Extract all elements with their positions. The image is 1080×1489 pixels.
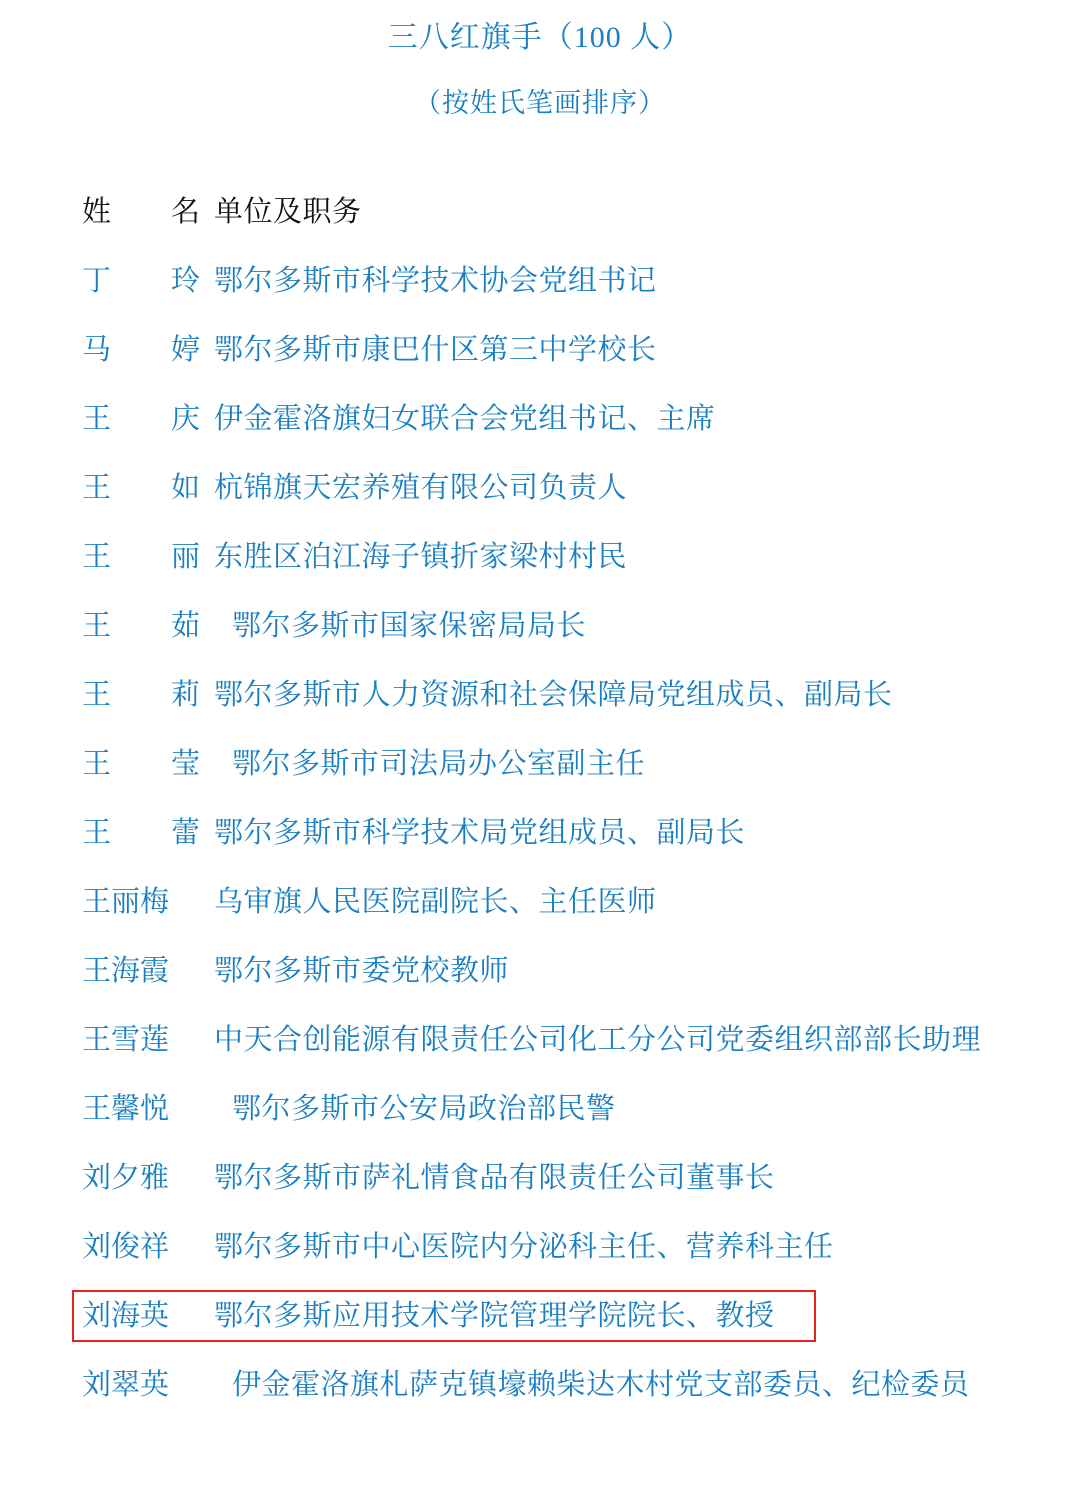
list-item [82,868,1050,937]
honoree-org: 中天合创能源有限责任公司化工分公司党委组织部部长助理 [214,1024,982,1056]
honoree-org: 鄂尔多斯市国家保密局局长 [232,610,587,642]
list-item [82,316,1050,385]
honoree-name: 刘翠英 [82,1369,170,1401]
honoree-name: 刘海英 [82,1300,170,1332]
list-item [82,799,1050,868]
list-item [82,1006,1050,1075]
honoree-name: 王丽 [82,541,200,573]
honoree-name: 王雪莲 [82,1024,170,1056]
page-subtitle: （按姓氏笔画排序） [414,88,666,118]
honoree-org: 伊金霍洛旗札萨克镇壕赖柴达木村党支部委员、纪检委员 [232,1369,970,1401]
list-item [82,1144,1050,1213]
honoree-list [0,178,1080,1420]
honoree-name: 刘夕雅 [82,1162,170,1194]
honoree-name: 丁玲 [82,265,200,297]
honoree-name: 王蕾 [82,817,200,849]
list-header-row [82,178,1050,247]
honoree-name: 王丽梅 [82,886,170,918]
honoree-org: 东胜区泊江海子镇折家梁村村民 [214,541,628,573]
list-item [82,247,1050,316]
page-title: 三八红旗手（100 人） [387,21,693,54]
list-item [82,661,1050,730]
honoree-org: 杭锦旗天宏养殖有限公司负责人 [214,472,628,504]
list-item [82,730,1050,799]
list-item [82,592,1050,661]
honoree-name: 王茹 [82,610,200,642]
column-header-name: 姓名 [82,196,200,228]
honoree-name: 刘俊祥 [82,1231,170,1263]
column-header-org: 单位及职务 [214,196,362,228]
document-page [0,18,1080,1489]
honoree-org: 鄂尔多斯市人力资源和社会保障局党组成员、副局长 [214,679,893,711]
honoree-org: 鄂尔多斯市中心医院内分泌科主任、营养科主任 [214,1231,834,1263]
list-item [82,1213,1050,1282]
honoree-name: 马婷 [82,334,200,366]
honoree-org: 乌审旗人民医院副院长、主任医师 [214,886,657,918]
list-item [82,1075,1050,1144]
honoree-org: 鄂尔多斯市康巴什区第三中学校长 [214,334,657,366]
honoree-name: 王海霞 [82,955,170,987]
honoree-org: 伊金霍洛旗妇女联合会党组书记、主席 [214,403,716,435]
honoree-org: 鄂尔多斯市萨礼情食品有限责任公司董事长 [214,1162,775,1194]
honoree-org: 鄂尔多斯应用技术学院管理学院院长、教授 [214,1300,775,1332]
list-item [82,937,1050,1006]
honoree-org: 鄂尔多斯市公安局政治部民警 [232,1093,616,1125]
honoree-name: 王莉 [82,679,200,711]
honoree-org: 鄂尔多斯市司法局办公室副主任 [232,748,646,780]
list-item [82,1351,1050,1420]
list-item-highlighted [82,1282,1050,1351]
honoree-org: 鄂尔多斯市科学技术局党组成员、副局长 [214,817,746,849]
honoree-name: 王庆 [82,403,200,435]
list-item [82,454,1050,523]
honoree-org: 鄂尔多斯市委党校教师 [214,955,510,987]
honoree-name: 王莹 [82,748,200,780]
list-item [82,385,1050,454]
honoree-name: 王馨悦 [82,1093,170,1125]
list-item [82,523,1050,592]
honoree-name: 王如 [82,472,200,504]
honoree-org: 鄂尔多斯市科学技术协会党组书记 [214,265,657,297]
